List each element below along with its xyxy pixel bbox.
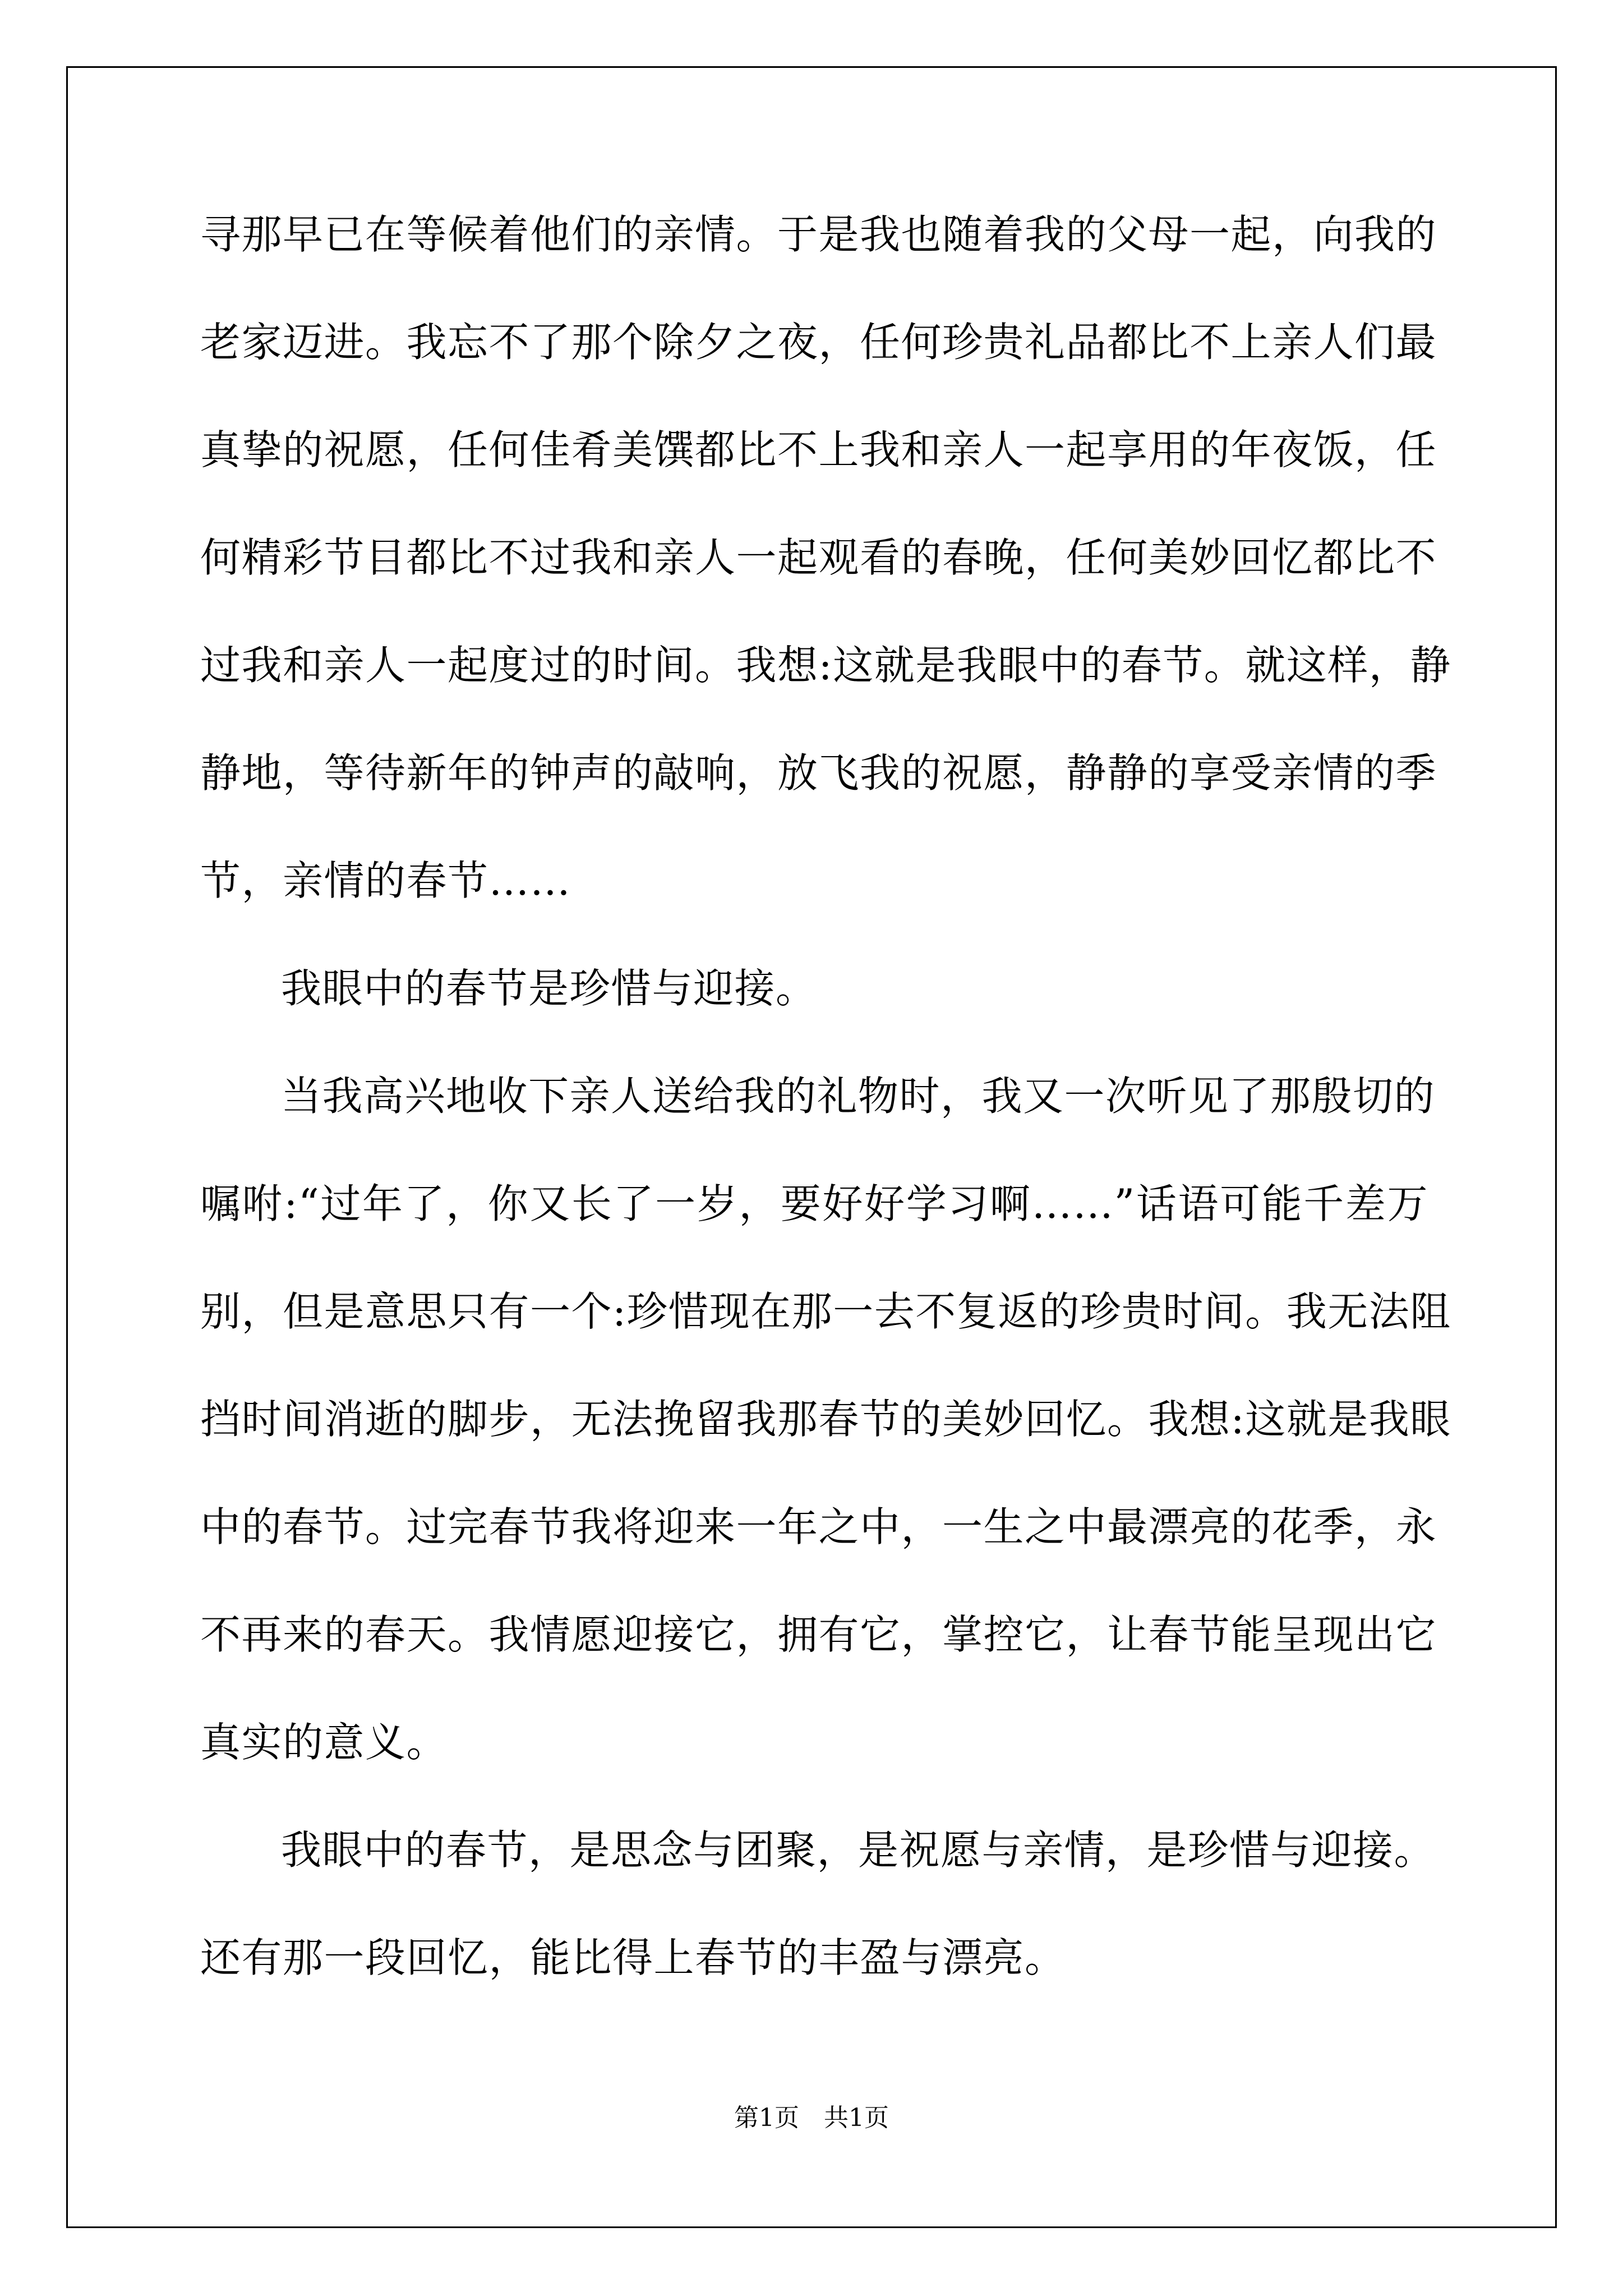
text-line: 静地，等待新年的钟声的敲响，放飞我的祝愿，静静的享受亲情的季 (200, 749, 1437, 797)
text-line: 真实的意义。 (200, 1719, 448, 1766)
text-line: 不再来的春天。我情愿迎接它，拥有它，掌控它，让春节能呈现出它 (200, 1611, 1437, 1658)
text-line: 别，但是意思只有一个:珍惜现在那一去不复返的珍贵时间。我无法阻 (200, 1288, 1451, 1335)
text-line: 真挚的祝愿，任何佳肴美馔都比不上我和亲人一起享用的年夜饭，任 (200, 426, 1437, 473)
page-footer (0, 2101, 1623, 2135)
page-number: 第1页 (734, 2104, 799, 2132)
text-line: 老家迈进。我忘不了那个除夕之夜，任何珍贵礼品都比不上亲人们最 (200, 319, 1437, 366)
text-line: 节，亲情的春节…… (200, 857, 571, 904)
text-line: 挡时间消逝的脚步，无法挽留我那春节的美妙回忆。我想:这就是我眼 (200, 1396, 1451, 1443)
text-line: 中的春节。过完春节我将迎来一年之中，一生之中最漂亮的花季，永 (200, 1503, 1437, 1550)
document-body (200, 208, 1451, 2039)
text-line: 还有那一段回忆，能比得上春节的丰盈与漂亮。 (200, 1934, 1066, 1981)
text-line: 过我和亲人一起度过的时间。我想:这就是我眼中的春节。就这样，静 (200, 642, 1451, 689)
text-line: 我眼中的春节，是思念与团聚，是祝愿与亲情，是珍惜与迎接。 (281, 1826, 1436, 1874)
text-line: 何精彩节目都比不过我和亲人一起观看的春晚，任何美妙回忆都比不 (200, 534, 1437, 581)
paragraph-heading-line: 我眼中的春节是珍惜与迎接。 (281, 965, 817, 1012)
page-total: 共1页 (824, 2104, 889, 2132)
text-line: 嘱咐:“过年了，你又长了一岁，要好好学习啊……”话语可能千差万 (200, 1180, 1428, 1227)
text-line: 当我高兴地收下亲人送给我的礼物时，我又一次听见了那殷切的 (281, 1073, 1436, 1120)
text-line: 寻那早已在等候着他们的亲情。于是我也随着我的父母一起，向我的 (200, 211, 1437, 258)
